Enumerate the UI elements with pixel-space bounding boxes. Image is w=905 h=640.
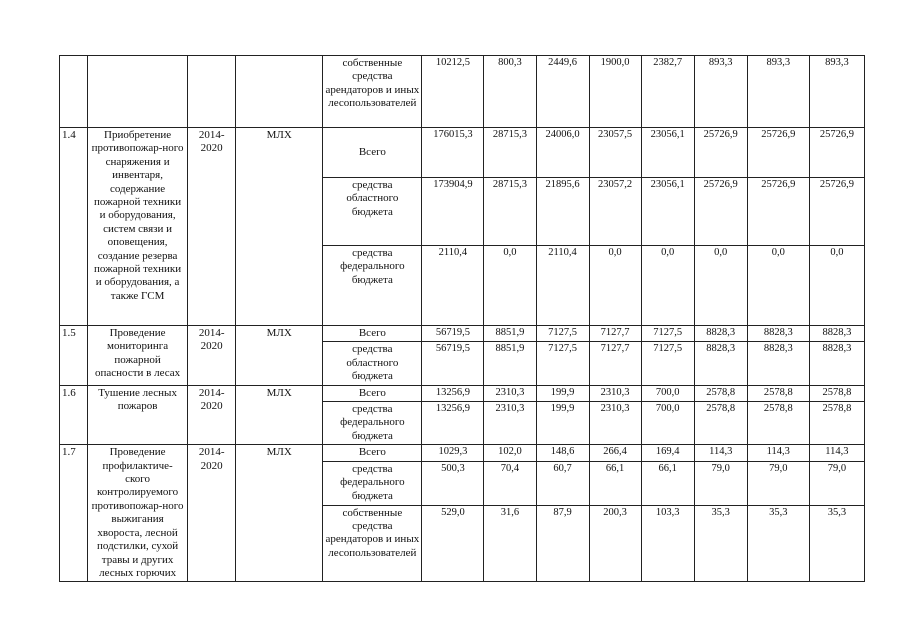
value-cell: 21895,6 — [536, 178, 589, 246]
value-cell: 87,9 — [536, 505, 589, 582]
value-cell: 7127,5 — [536, 342, 589, 385]
table-body — [60, 56, 865, 582]
value-cell: 79,0 — [694, 461, 747, 505]
value-cell: 35,3 — [809, 505, 864, 582]
value-cell: 169,4 — [641, 445, 694, 462]
value-cell: 8851,9 — [484, 326, 536, 342]
value-cell: 23057,5 — [589, 128, 641, 178]
value-cell: 0,0 — [641, 246, 694, 326]
funding-source: Всего — [323, 326, 422, 342]
item-executor: МЛХ — [236, 326, 323, 386]
table-row — [60, 445, 865, 462]
value-cell: 200,3 — [589, 505, 641, 582]
item-executor: МЛХ — [236, 445, 323, 582]
value-cell: 25726,9 — [747, 128, 809, 178]
value-cell: 114,3 — [747, 445, 809, 462]
value-cell: 13256,9 — [422, 385, 484, 401]
value-cell: 25726,9 — [694, 128, 747, 178]
item-code: 1.7 — [60, 445, 88, 582]
value-cell: 2110,4 — [536, 246, 589, 326]
value-cell: 7127,5 — [641, 326, 694, 342]
funding-source: Всего — [323, 128, 422, 178]
value-cell: 8828,3 — [747, 326, 809, 342]
value-cell: 25726,9 — [809, 178, 864, 246]
item-executor: МЛХ — [236, 385, 323, 445]
item-years: 2014-2020 — [188, 445, 236, 582]
item-name: Тушение лесных пожаров — [88, 385, 188, 445]
value-cell: 79,0 — [747, 461, 809, 505]
item-executor: МЛХ — [236, 128, 323, 326]
value-cell: 0,0 — [809, 246, 864, 326]
value-cell: 8828,3 — [694, 342, 747, 385]
funding-source: собственные средства арендаторов и иных лесопользователей — [323, 505, 422, 582]
table-row — [60, 385, 865, 401]
item-years: 2014-2020 — [188, 128, 236, 326]
value-cell: 28715,3 — [484, 178, 536, 246]
value-cell: 35,3 — [694, 505, 747, 582]
value-cell: 1900,0 — [589, 56, 641, 128]
value-cell: 10212,5 — [422, 56, 484, 128]
funding-source: средства федерального бюджета — [323, 461, 422, 505]
item-code: 1.6 — [60, 385, 88, 445]
item-code: 1.4 — [60, 128, 88, 326]
value-cell: 2578,8 — [809, 402, 864, 445]
item-code: 1.5 — [60, 326, 88, 386]
value-cell: 114,3 — [809, 445, 864, 462]
empty-cell — [236, 56, 323, 128]
value-cell: 0,0 — [694, 246, 747, 326]
value-cell: 23057,2 — [589, 178, 641, 246]
value-cell: 893,3 — [747, 56, 809, 128]
value-cell: 500,3 — [422, 461, 484, 505]
value-cell: 2310,3 — [484, 385, 536, 401]
value-cell: 56719,5 — [422, 342, 484, 385]
empty-cell — [60, 56, 88, 128]
empty-cell — [188, 56, 236, 128]
value-cell: 56719,5 — [422, 326, 484, 342]
value-cell: 102,0 — [484, 445, 536, 462]
value-cell: 66,1 — [641, 461, 694, 505]
value-cell: 60,7 — [536, 461, 589, 505]
value-cell: 8828,3 — [694, 326, 747, 342]
item-name: Проведение профилактиче-ского контролируемого противопожар-ного выжигания хвороста, лесной подстилки, сухой травы и других лесных горючих — [88, 445, 188, 582]
value-cell: 176015,3 — [422, 128, 484, 178]
value-cell: 13256,9 — [422, 402, 484, 445]
value-cell: 2310,3 — [589, 402, 641, 445]
value-cell: 23056,1 — [641, 178, 694, 246]
table-row — [60, 128, 865, 178]
table-row — [60, 326, 865, 342]
value-cell: 23056,1 — [641, 128, 694, 178]
value-cell: 7127,5 — [641, 342, 694, 385]
value-cell: 2449,6 — [536, 56, 589, 128]
value-cell: 7127,7 — [589, 326, 641, 342]
item-years: 2014-2020 — [188, 385, 236, 445]
value-cell: 25726,9 — [809, 128, 864, 178]
table-row — [60, 56, 865, 128]
value-cell: 7127,7 — [589, 342, 641, 385]
value-cell: 893,3 — [809, 56, 864, 128]
value-cell: 114,3 — [694, 445, 747, 462]
value-cell: 800,3 — [484, 56, 536, 128]
item-name: Проведение мониторинга пожарной опасности в лесах — [88, 326, 188, 386]
value-cell: 529,0 — [422, 505, 484, 582]
value-cell: 1029,3 — [422, 445, 484, 462]
value-cell: 70,4 — [484, 461, 536, 505]
value-cell: 35,3 — [747, 505, 809, 582]
item-name: Приобретение противопожар-ного снаряжения и инвентаря, содержание пожарной техники и оборудования, систем связи и оповещения, создание резерва пожарной техники и оборудования, а также ГСМ — [88, 128, 188, 326]
empty-cell — [88, 56, 188, 128]
value-cell: 31,6 — [484, 505, 536, 582]
value-cell: 0,0 — [589, 246, 641, 326]
value-cell: 700,0 — [641, 385, 694, 401]
funding-source: Всего — [323, 445, 422, 462]
value-cell: 700,0 — [641, 402, 694, 445]
value-cell: 2310,3 — [484, 402, 536, 445]
value-cell: 8851,9 — [484, 342, 536, 385]
funding-source: средства федерального бюджета — [323, 402, 422, 445]
value-cell: 24006,0 — [536, 128, 589, 178]
budget-table — [59, 55, 865, 582]
value-cell: 0,0 — [747, 246, 809, 326]
value-cell: 893,3 — [694, 56, 747, 128]
funding-source: средства областного бюджета — [323, 178, 422, 246]
value-cell: 2578,8 — [809, 385, 864, 401]
value-cell: 2578,8 — [694, 385, 747, 401]
value-cell: 173904,9 — [422, 178, 484, 246]
funding-source: собственные средства арендаторов и иных лесопользователей — [323, 56, 422, 128]
value-cell: 2578,8 — [747, 402, 809, 445]
funding-source: Всего — [323, 385, 422, 401]
value-cell: 25726,9 — [747, 178, 809, 246]
value-cell: 8828,3 — [809, 342, 864, 385]
value-cell: 2110,4 — [422, 246, 484, 326]
value-cell: 8828,3 — [747, 342, 809, 385]
value-cell: 199,9 — [536, 385, 589, 401]
item-years: 2014-2020 — [188, 326, 236, 386]
value-cell: 148,6 — [536, 445, 589, 462]
value-cell: 66,1 — [589, 461, 641, 505]
value-cell: 8828,3 — [809, 326, 864, 342]
value-cell: 2578,8 — [747, 385, 809, 401]
value-cell: 2382,7 — [641, 56, 694, 128]
value-cell: 2310,3 — [589, 385, 641, 401]
value-cell: 7127,5 — [536, 326, 589, 342]
value-cell: 28715,3 — [484, 128, 536, 178]
funding-source: средства областного бюджета — [323, 342, 422, 385]
value-cell: 25726,9 — [694, 178, 747, 246]
value-cell: 199,9 — [536, 402, 589, 445]
value-cell: 2578,8 — [694, 402, 747, 445]
value-cell: 266,4 — [589, 445, 641, 462]
value-cell: 0,0 — [484, 246, 536, 326]
value-cell: 79,0 — [809, 461, 864, 505]
funding-source: средства федерального бюджета — [323, 246, 422, 326]
value-cell: 103,3 — [641, 505, 694, 582]
